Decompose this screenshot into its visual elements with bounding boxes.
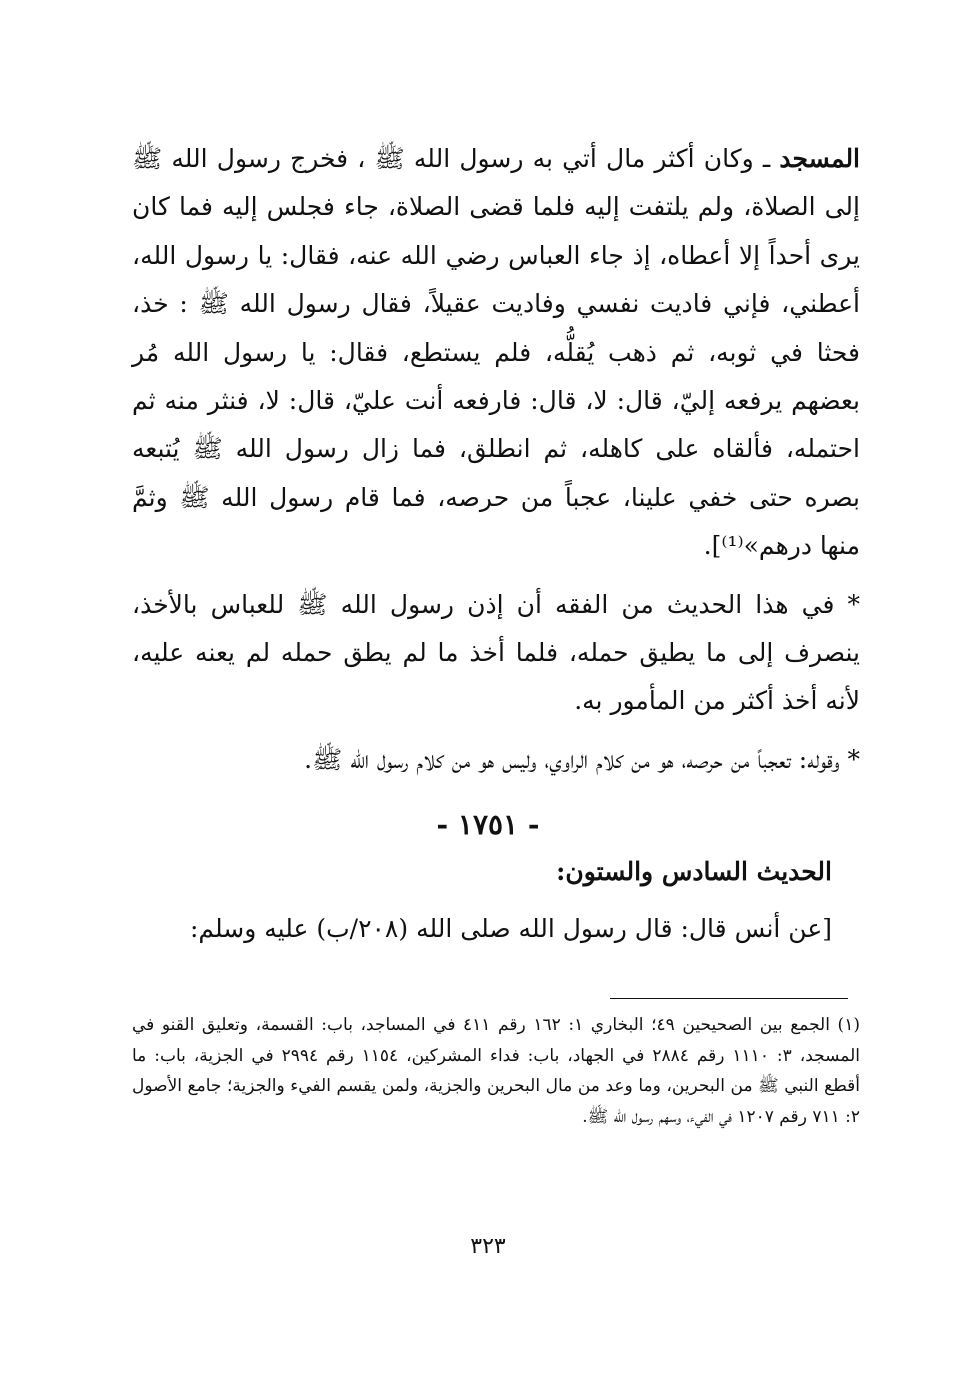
page-number: ٣٢٣ (470, 1234, 506, 1259)
footnote-divider (610, 998, 848, 999)
main-text-block (132, 135, 860, 784)
body-paragraph-3 (132, 736, 860, 784)
footnote-1: (١) الجمع بين الصحيحين ٤٩؛ البخاري ١: ١٦٢ رقم ٤١١ في المساجد، باب: القسمة، وتعليق القنو في المسجد، ٣: ١١١٠ رقم ٢٨٨٤ في الجهاد، باب: فداء المشركين، ١١٥٤ رقم ٢٩٩٤ في الجزية، باب: ما أقطع النبي ﷺ من البحرين، وما وعد من مال البحرين والجزية، ولمن يقسم الفيء والجزية؛ جامع الأصول ٢: ٧١١ رقم ١٢٠٧ في الفيء، وسهم رسول الله ﷺ. (132, 1015, 860, 1127)
body-paragraph-2 (132, 581, 860, 726)
paragraph-text: * وقوله: تعجباً من حرصه، هو من كلام الراوي، وليس هو من كلام رسول الله ﷺ. (304, 744, 860, 774)
paragraph-lead-word: المسجد (779, 144, 861, 173)
paragraph-text: ـ وكان أكثر مال أتي به رسول الله ﷺ ، فخرج رسول الله ﷺ إلى الصلاة، ولم يلتفت إليه فلما قضى الصلاة، جاء فجلس إليه فما كان يرى أحداً إلا أعطاه، إذ جاء العباس رضي الله عنه، فقال: يا رسول الله، أعطني، فإني فاديت نفسي وفاديت عقيلاً، فقال رسول الله ﷺ : خذ، فحثا في ثوبه، ثم ذهب يُقلُّه، فلم يستطع، فقال: يا رسول الله مُر بعضهم يرفعه إليّ، قال: لا، قال: فارفعه أنت عليّ، قال: لا، فنثر منه ثم احتمله، فألقاه على كاهله، ثم انطلق، فما زال رسول الله ﷺ يُتبعه بصره حتى خفي علينا، عجباً من حرصه، فما قام رسول الله ﷺ وثمَّ منها درهم»⁽¹⁾]. (132, 144, 860, 561)
hadith-number: - ١٧٥١ - (436, 808, 540, 841)
section-title: الحديث السادس والستون: (556, 857, 832, 886)
hadith-opening-line: [عن أنس قال: قال رسول الله صلى الله (٢٠٨/ب) عليه وسلم: (189, 914, 832, 943)
footnotes-block (132, 1010, 860, 1132)
paragraph-text: * في هذا الحديث من الفقه أن إذن رسول الله ﷺ للعباس بالأخذ، ينصرف إلى ما يطيق حمله، فلما أخذ ما لم يطق حمله لم يعنه عليه، لأنه أخذ أكثر من المأمور به. (132, 589, 860, 716)
body-paragraph-1 (132, 135, 860, 571)
